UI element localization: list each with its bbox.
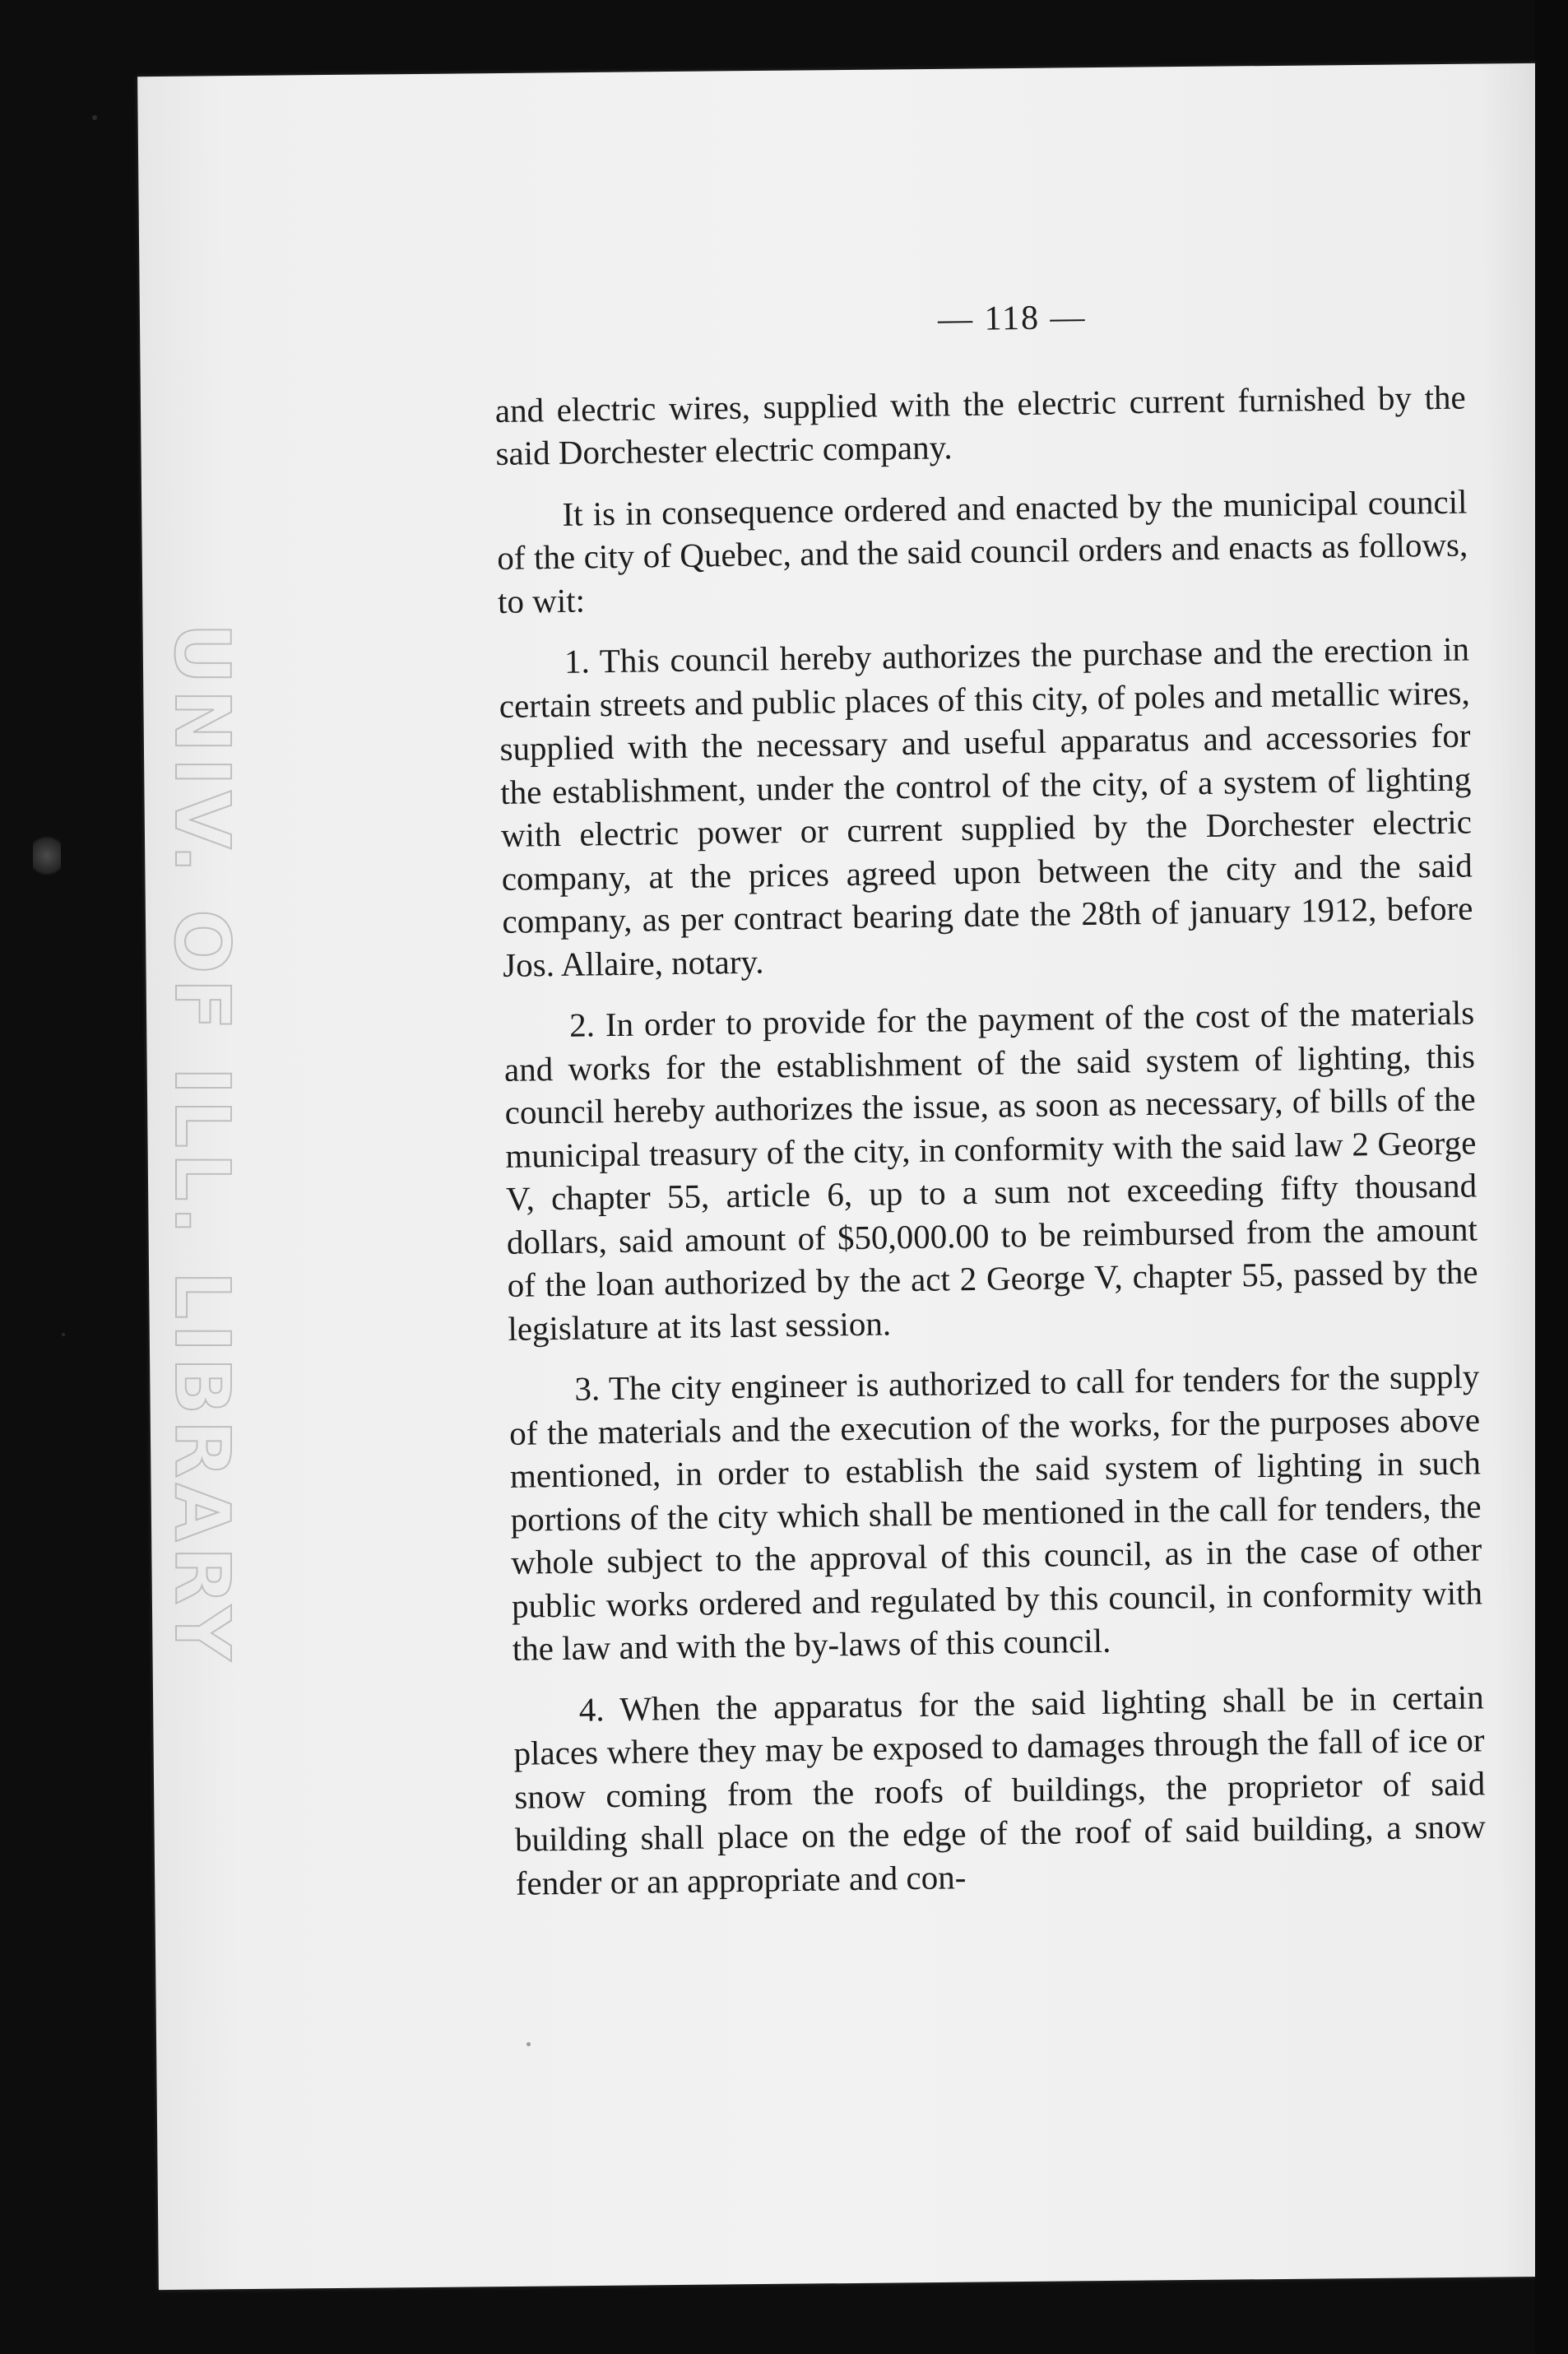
section-3: 3. The city engineer is authorized to call for tenders for the supply of the materials and the execution of the works, for the purposes above mentioned, in order to establish the said system of lighting in such portions of the city which shall be mentioned in the call for tenders, the whole subject to the approval of this council, as in the case of other public works ordered and regulated by this council, in conformity with the law and with the by-laws of this council.	[508, 1357, 1483, 1668]
paragraph-continuation: and electric wires, supplied with the electric current furnished by the said Dorchester electric company.	[494, 378, 1467, 472]
section-1: 1. This council hereby authorizes the purchase and the erection in certain streets and public places of this city, of poles and metallic wires, supplied with the necessary and useful apparatus and accessories for the establishment, under the control of the city, of a system of lighting with electric power or current supplied by the Dorchester electric company, at the prices agreed upon between the city and the said company, as per contract bearing date the 28th of january 1912, before Jos. Allaire, notary.	[499, 629, 1473, 984]
scan-blemish	[33, 831, 61, 880]
scan-speck	[62, 1333, 65, 1336]
library-stamp	[153, 622, 252, 1665]
scan-speck	[527, 2042, 531, 2046]
scan-right-edge	[1535, 0, 1568, 2354]
scan-speck	[92, 115, 97, 120]
page-number: — 118 —	[937, 298, 1087, 339]
section-4: 4. When the apparatus for the said lighting shall be in certain places where they may be exposed to damages through the fall of ice or snow coming from the roofs of buildings, the proprietor of said building shall place on the edge of the roof of said building, a snow fender or an appropriate and con-	[513, 1677, 1487, 1902]
paragraph-enactment: It is in consequence ordered and enacted by the municipal council of the city of Quebec, and the said council orders and enacts as follows, to wit:	[496, 482, 1468, 620]
section-2: 2. In order to provide for the payment of the cost of the materials and works for the establishment of the said system of lighting, this council hereby authorizes the issue, as soon as necessary, of bills of the municipal treasury of the city, in conformity with the said law 2 George V, chapter 55, article 6, up to a sum not exceeding fifty thousand dollars, said amount of $50,000.00 to be reimbursed from the amount of the loan authorized by the act 2 George V, chapter 55, passed by the legislature at its last session.	[503, 993, 1478, 1348]
page-text	[494, 291, 1487, 1923]
library-stamp-text: UNIV. OF ILL. LIBRARY	[158, 622, 247, 1665]
